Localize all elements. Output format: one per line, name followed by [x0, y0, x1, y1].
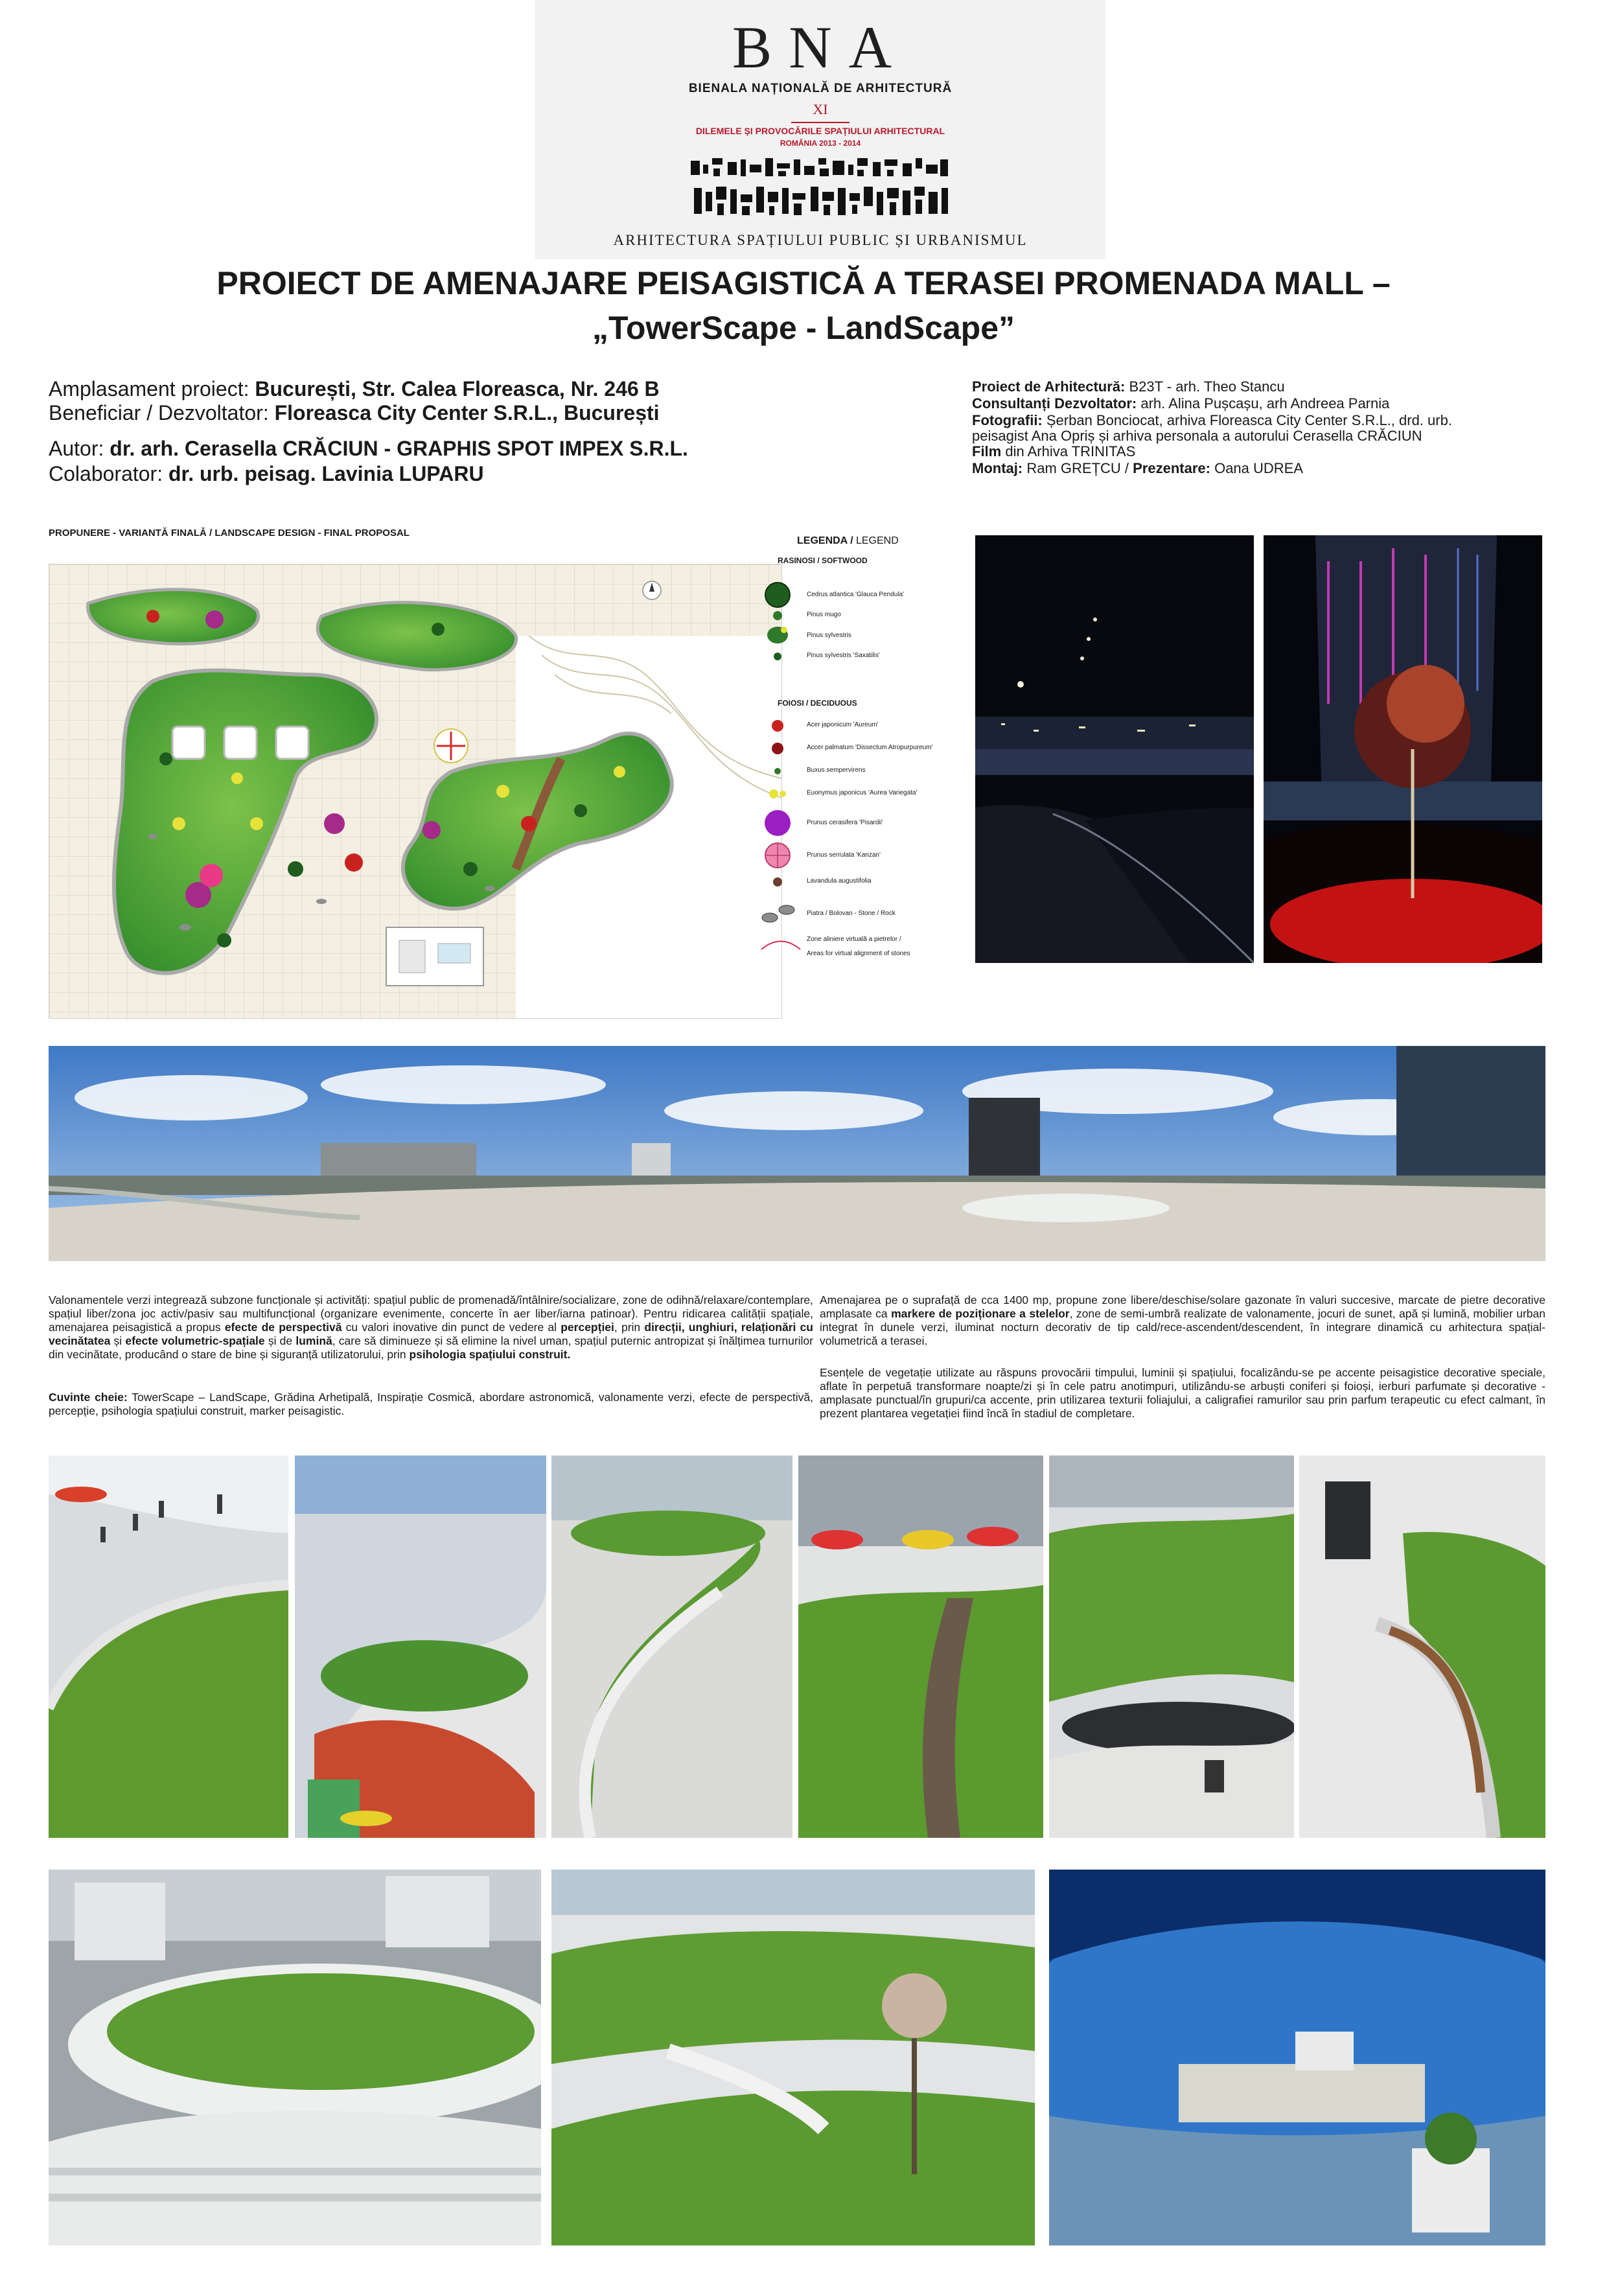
terrace-photo-6 — [1299, 1455, 1545, 1838]
credit-editing-label: Montaj: — [972, 460, 1027, 476]
edition-number: XI — [813, 101, 828, 117]
left-text-emphasis: direcții, unghiuri, relaționări cu vecinătatea — [49, 1321, 813, 1347]
info-location-value: București, Str. Calea Floreasca, Nr. 246 B — [255, 377, 660, 400]
left-text-emphasis: percepției — [561, 1321, 614, 1334]
left-text-emphasis: psihologia spațiului construit. — [409, 1348, 571, 1361]
info-location-label: Amplasament proiect: — [49, 377, 255, 400]
biennial-subtitle: DILEMELE ȘI PROVOCĂRILE SPAȚIULUI ARHITECTURAL — [695, 126, 945, 136]
vegetation-paragraph: Esențele de vegetație utilizate au răspuns provocării timpului, luminii și spațiului, focalizându-se pe accente peisagistice decorative speciale, aflate în perpetuă transformare noapte/zi și în cele patru anotimpuri, utilizându-se arbuști coniferi și foioși, ierburi parfumate și decorative - amplasate punctual/în grupuri/ca accente, prin utilizarea texturii foliajului, a caligrafiei ramurilor sau prin parfum terapeutic cu efect calmant, în prezent plantarea vegetației fiind încă în stadiul de completare. — [820, 1366, 1545, 1420]
terrace-aerial-photo — [49, 1870, 541, 2245]
legend-item-lavandula: Lavandula augustifolia — [807, 877, 872, 885]
info-collaborator-label: Colaborator: — [49, 462, 168, 485]
terrace-photo-1 — [49, 1455, 288, 1838]
terrace-photo-2 — [295, 1455, 546, 1838]
info-author-value: dr. arh. Cerasella CRĂCIUN - GRAPHIS SPOT IMPEX S.R.L. — [110, 437, 688, 460]
panorama-photo — [49, 1046, 1545, 1261]
credit-editing-value: Ram GREȚCU / — [1026, 460, 1133, 476]
credit-architecture — [972, 378, 1285, 395]
biennial-theme: ARHITECTURA SPAȚIULUI PUBLIC ȘI URBANISMUL — [613, 232, 1028, 248]
acer-japonicum-symbol-icon — [758, 716, 797, 736]
info-client-label: Beneficiar / Dezvoltator: — [49, 401, 275, 424]
credit-architecture-label: Proiect de Arhitectură: — [972, 378, 1129, 395]
legend-item-cedrus: Cedrus atlantica 'Glauca Pendula' — [807, 591, 905, 598]
legend-softwood-heading: RASINOSI / SOFTWOOD — [778, 556, 868, 565]
terrace-photo-4 — [798, 1455, 1043, 1838]
credit-presentation-value: Oana UDREA — [1214, 460, 1304, 476]
right-text-part: , zone de semi-umbră realizate de valonamente, jocuri de sunet, apă și lumină, mobilier urban integrat în dunele verzi, iluminat nocturn decorativ de tip cald/rece-ascendent/descendent, în integrare dinamică cu arhitectura spațial-volumetrică a terasei. — [820, 1307, 1545, 1347]
terrace-photo-5 — [1049, 1455, 1294, 1838]
terrace-photo-3 — [551, 1455, 792, 1838]
info-author-label: Autor: — [49, 437, 110, 460]
euonymus-symbol-icon — [758, 784, 797, 804]
legend-item-zone-line1: Zone aliniere virtuală a pietrelor / — [807, 936, 901, 943]
credit-photos-continued: peisagist Ana Opriș și arhiva personala a autorului Cerasella CRĂCIUN — [972, 428, 1422, 444]
left-text-part: cu valori inovative din punct de vedere al — [341, 1321, 561, 1334]
credit-consultants — [972, 395, 1389, 412]
info-collaborator-value: dr. urb. peisag. Lavinia LUPARU — [168, 462, 484, 485]
description-paragraph-left — [49, 1293, 813, 1362]
biennial-name: BIENALA NAȚIONALĂ DE ARHITECTURĂ — [688, 82, 953, 95]
right-text-part: Amenajarea pe o suprafață de cca 1400 mp, propune zone libere/deschise/solare gazonate în valuri succesive, marcate de pietre decorative amplasate ca — [820, 1293, 1545, 1320]
left-text-part: , care să diminueze și să elimine la nivel uman, spațiul puternic antropizat și înălțimea turnurilor din vecinătate, producând o stare de bine și siguranță utilizatorului, prin — [49, 1334, 813, 1361]
credit-film-label: Film — [972, 443, 1006, 459]
credit-consultants-label: Consultanți Dezvoltator: — [972, 395, 1141, 412]
terrace-wide-angle-photo — [1049, 1870, 1545, 2245]
legend-item-prunus-serrulata: Prunus serrulata 'Kanzan' — [807, 852, 881, 859]
edition-divider — [791, 122, 850, 123]
credit-film-value: din Arhiva TRINITAS — [1005, 443, 1136, 459]
credit-photos — [972, 412, 1452, 429]
stone-symbol-icon — [758, 901, 804, 927]
credit-presentation-label: Prezentare: — [1133, 460, 1215, 476]
description-paragraph-right — [820, 1293, 1545, 1348]
night-terrace-photo — [975, 535, 1254, 963]
legend-title-rest: LEGEND — [855, 535, 899, 546]
project-subtitle: „TowerScape - LandScape” — [592, 310, 1015, 346]
legend-item-pinus-mugo: Pinus mugo — [807, 611, 841, 618]
terrace-lawn-photo — [551, 1870, 1035, 2245]
credit-architecture-value: B23T - arh. Theo Stancu — [1129, 378, 1285, 395]
right-text-emphasis: markere de poziționare a stelelor — [891, 1307, 1070, 1320]
credit-film — [972, 443, 1135, 460]
bna-graphic-mark — [688, 156, 953, 224]
credit-photos-label: Fotografii: — [972, 412, 1046, 428]
pinus-sylvestris-symbol-icon — [758, 622, 797, 648]
legend-item-acer-palmatum: Accer palmatum 'Dissectum Atropurpureum' — [807, 744, 933, 751]
info-client-value: Floreasca City Center S.R.L., București — [274, 401, 660, 424]
info-location — [49, 377, 660, 401]
project-title: PROIECT DE AMENAJARE PEISAGISTICĂ A TERASEI PROMENADA MALL – — [216, 265, 1391, 301]
info-author — [49, 437, 688, 461]
keywords-text: TowerScape – LandScape, Grădina Arhetipală, Inspirație Cosmică, abordare astronomică, valonamente verzi, efecte de perspectivă, percepție, psihologia spațiului construit, marker peisagistic. — [49, 1391, 813, 1417]
landscape-plan-drawing — [49, 564, 782, 1019]
cedrus-symbol-icon — [758, 582, 797, 608]
legend-item-prunus-cerasifera: Prunus cerasifera 'Pisardii' — [807, 819, 883, 826]
left-text-emphasis: lumină — [295, 1334, 332, 1347]
legend-item-buxus: Buxus sempervirens — [807, 767, 866, 774]
info-collaborator — [49, 462, 484, 486]
credit-consultants-value: arh. Alina Pușcașu, arh Andreea Parnia — [1140, 395, 1390, 412]
legend-deciduous-heading: FOIOSI / DECIDUOUS — [778, 699, 857, 708]
left-text-part: , prin — [614, 1321, 645, 1334]
left-text-part: și — [110, 1334, 126, 1347]
legend-title-bold: LEGENDA / — [797, 535, 856, 546]
pinus-saxatilis-symbol-icon — [758, 647, 797, 666]
prunus-serrulata-symbol-icon — [758, 841, 797, 870]
legend-item-stone: Piatra / Bolovan - Stone / Rock — [807, 910, 896, 917]
keywords-paragraph — [49, 1391, 813, 1418]
left-text-part: Valonamentele verzi integrează subzone funcționale și activități: spațiul public de promenadă/întâlnire/socializare, zone de odihnă/relaxare/contemplare, spațiul liber/zona joc activ/pasiv sau multifuncțional (organizare evenimente, concerte în aer liber/iarna patinoar). Pentru ridicarea calității spațiale, amenajarea peisagistică a propus — [49, 1293, 813, 1334]
bna-logo-block — [535, 0, 1105, 259]
left-text-part: și de — [264, 1334, 296, 1347]
biennial-years: ROMÂNIA 2013 - 2014 — [780, 139, 861, 148]
legend-item-euonymus: Euonymus japonicus 'Aurea Variegata' — [807, 789, 918, 796]
legend-item-pinus-saxatilis: Pinus sylvestris 'Saxatilis' — [807, 652, 880, 659]
plan-caption: PROPUNERE - VARIANTĂ FINALĂ / LANDSCAPE DESIGN - FINAL PROPOSAL — [49, 528, 410, 539]
prunus-cerasifera-symbol-icon — [758, 809, 797, 837]
info-client — [49, 401, 660, 425]
legend-item-zone-line2: Areas for virtual alignment of stones — [807, 950, 910, 957]
acer-palmatum-symbol-icon — [758, 739, 797, 758]
alignment-arc-icon — [758, 933, 804, 953]
lavandula-symbol-icon — [758, 872, 797, 892]
legend-title — [797, 535, 899, 547]
night-tower-photo — [1264, 535, 1542, 963]
credit-photos-value: Șerban Bonciocat, arhiva Floreasca City Center S.R.L., drd. urb. — [1046, 412, 1452, 428]
keywords-label: Cuvinte cheie: — [49, 1391, 128, 1404]
left-text-emphasis: efecte volumetric-spațiale — [125, 1334, 265, 1347]
left-text-emphasis: efecte de perspectivă — [224, 1321, 342, 1334]
buxus-symbol-icon — [758, 761, 797, 781]
credit-editing — [972, 460, 1303, 477]
legend-item-pinus-sylvestris: Pinus sylvestris — [807, 632, 851, 639]
bna-wordmark: BNA — [732, 14, 909, 80]
legend-item-acer-japonicum: Acer japonicum 'Aureum' — [807, 721, 879, 728]
